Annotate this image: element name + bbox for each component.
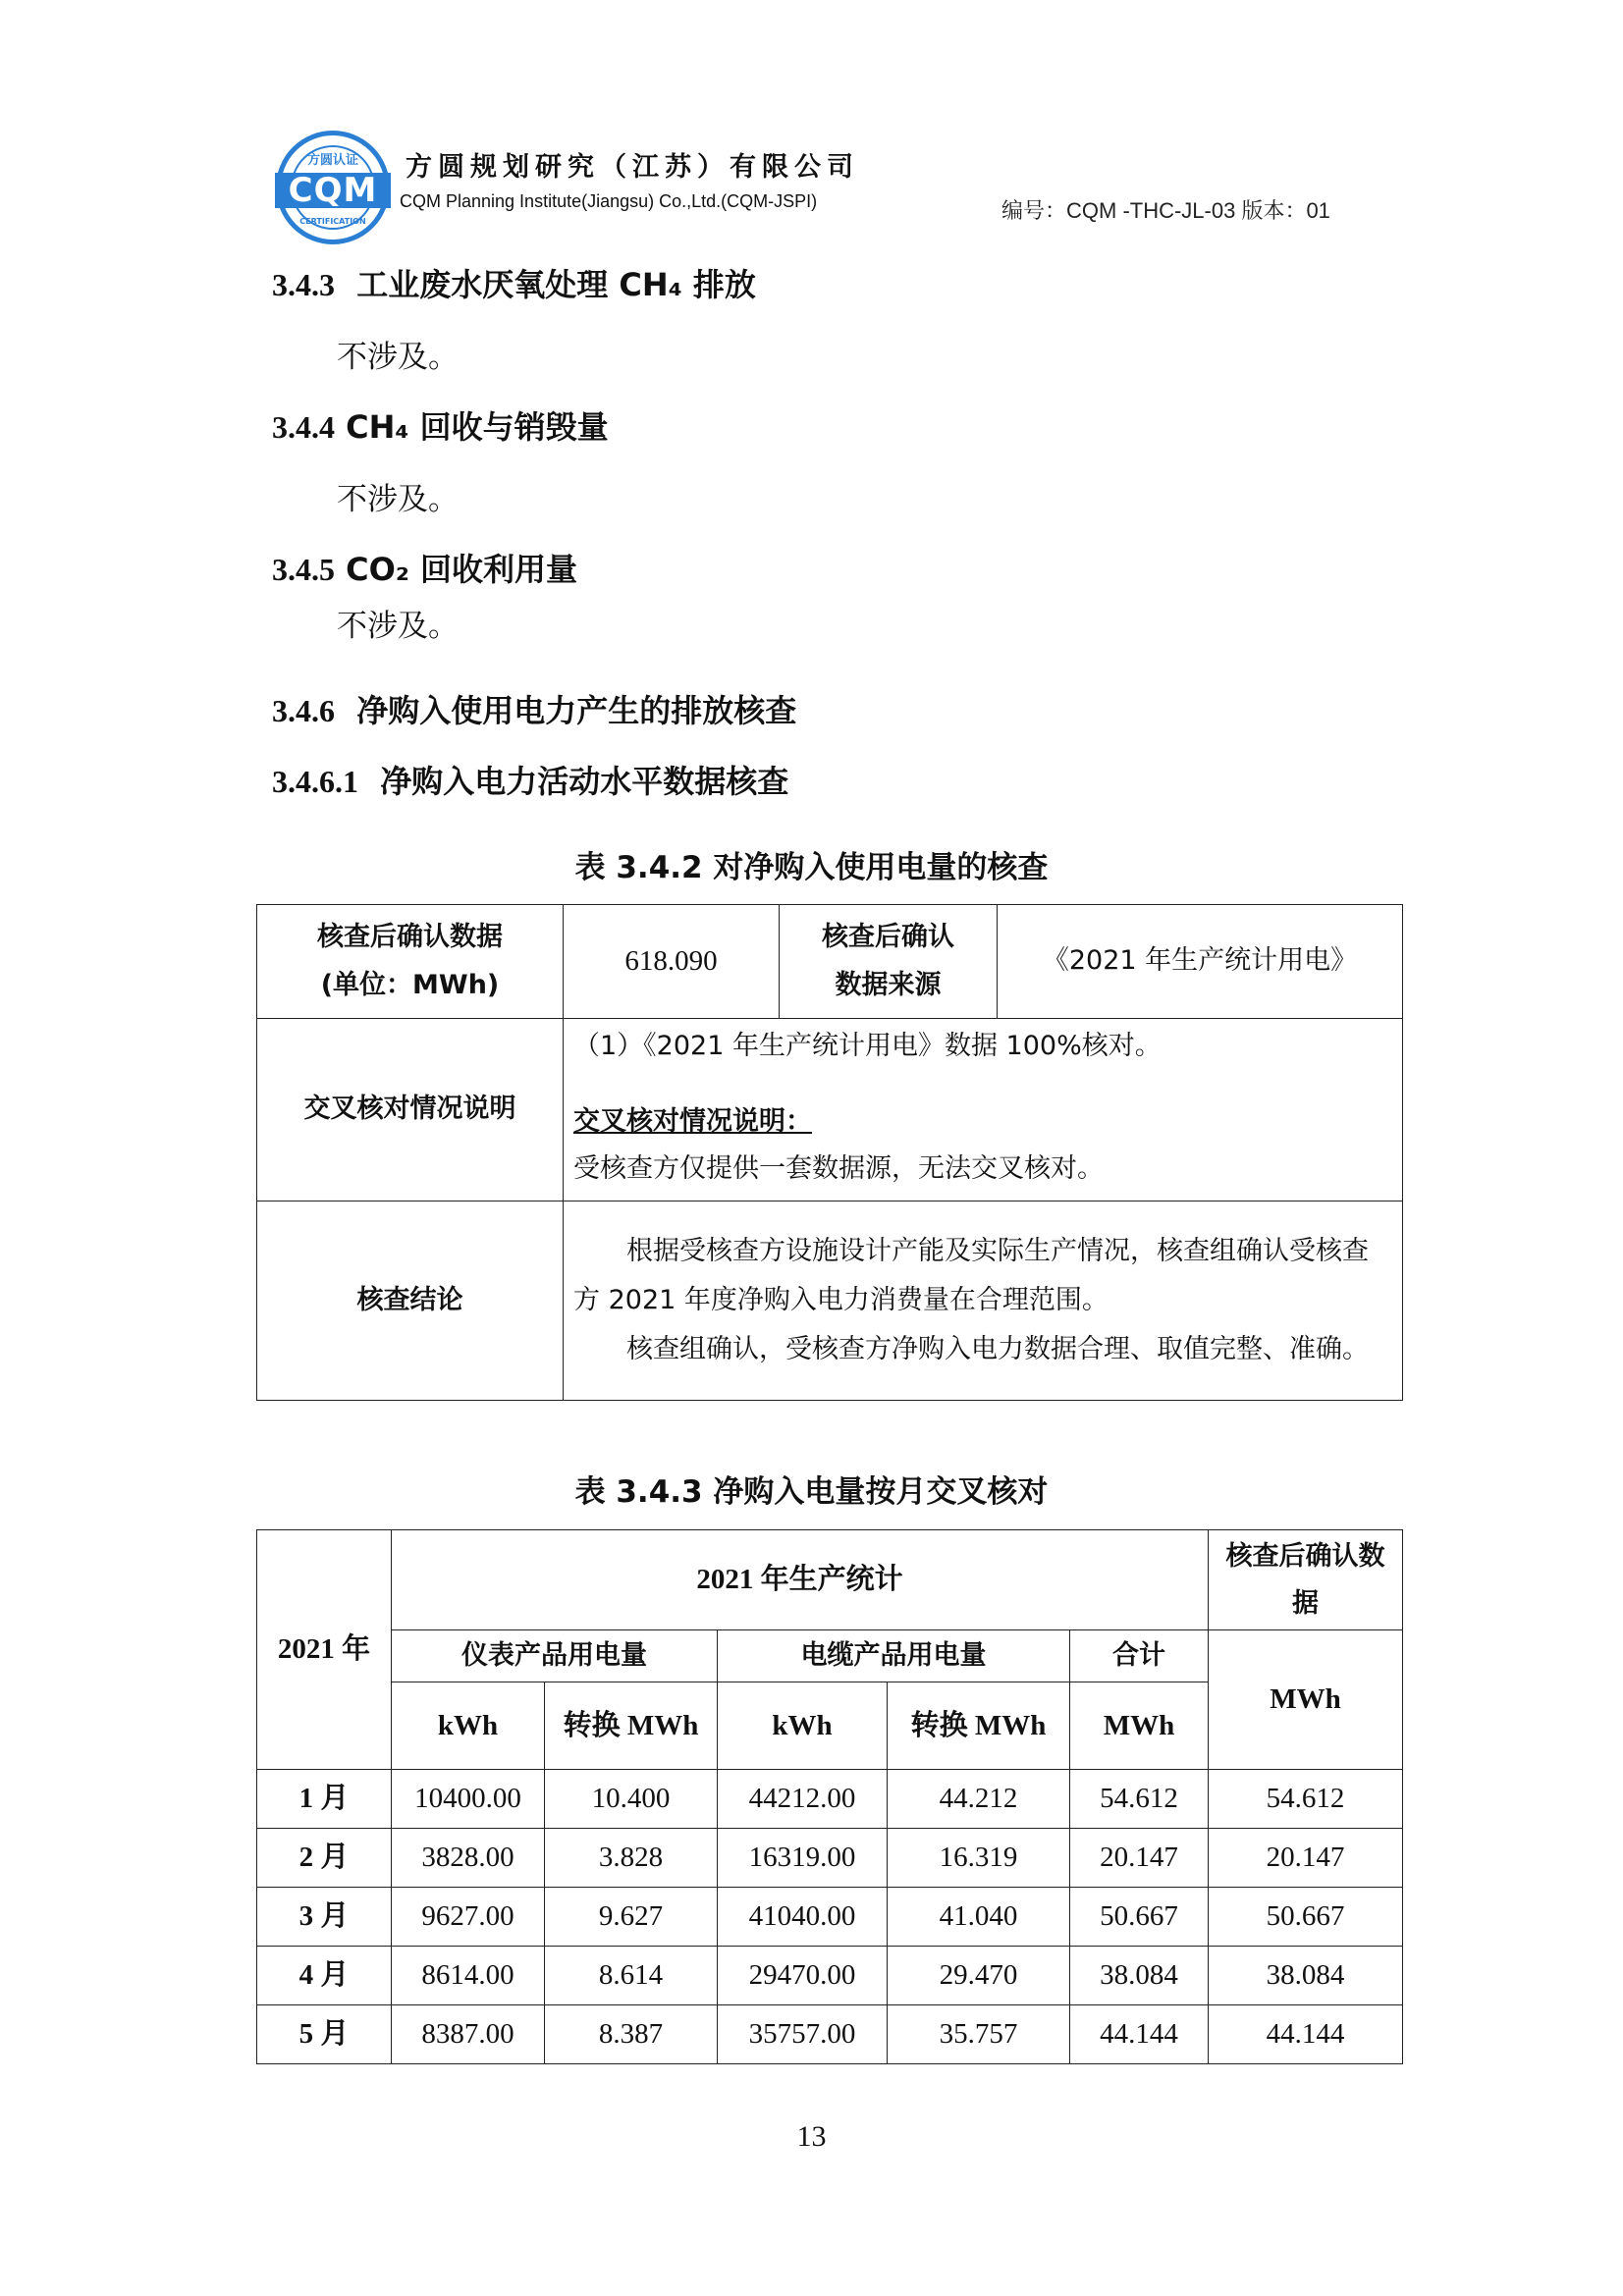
group-header-cable: 电缆产品用电量 xyxy=(718,1630,1070,1682)
logo-main-text: CQM xyxy=(275,173,391,208)
confirmed-data-value: 618.090 xyxy=(564,905,780,1019)
section-heading: 3.4.6.1 净购入电力活动水平数据核查 xyxy=(272,763,789,800)
value-cell: 54.612 xyxy=(1209,1770,1403,1829)
data-source-label: 核查后确认 数据来源 xyxy=(780,905,998,1019)
month-cell: 2 月 xyxy=(257,1829,392,1888)
value-cell: 8614.00 xyxy=(392,1947,545,2005)
value-cell: 29470.00 xyxy=(718,1947,888,2005)
value-cell: 9627.00 xyxy=(392,1888,545,1947)
section-heading: 3.4.4 CH₄ 回收与销毁量 xyxy=(272,408,609,446)
value-cell: 20.147 xyxy=(1070,1829,1209,1888)
value-cell: 38.084 xyxy=(1070,1947,1209,2005)
confirmed-header: 核查后确认数据 xyxy=(1209,1530,1403,1630)
company-name-cn: 方圆规划研究（江苏）有限公司 xyxy=(406,152,859,183)
month-cell: 5 月 xyxy=(257,2005,392,2064)
value-cell: 3828.00 xyxy=(392,1829,545,1888)
value-cell: 3.828 xyxy=(545,1829,718,1888)
sub-header: 转换 MWh xyxy=(545,1682,718,1770)
confirmed-data-label: 核查后确认数据 (单位：MWh) xyxy=(257,905,564,1019)
value-cell: 8.614 xyxy=(545,1947,718,2005)
value-cell: 41040.00 xyxy=(718,1888,888,1947)
value-cell: 8387.00 xyxy=(392,2005,545,2064)
cross-check-content: （1）《2021 年生产统计用电》数据 100%核对。 交叉核对情况说明： 受核查方仅提供一套数据源，无法交叉核对。 xyxy=(564,1019,1403,1201)
table-caption: 表 3.4.3 净购入电量按月交叉核对 xyxy=(574,1474,1049,1510)
data-source-value: 《2021 年生产统计用电》 xyxy=(998,905,1403,1019)
monthly-electricity-table xyxy=(256,1529,1403,2064)
year-header: 2021 年 xyxy=(257,1530,392,1770)
company-logo xyxy=(276,131,390,244)
value-cell: 10.400 xyxy=(545,1770,718,1829)
group-header-instrument: 仪表产品用电量 xyxy=(392,1630,718,1682)
value-cell: 54.612 xyxy=(1070,1770,1209,1829)
section-body: 不涉及。 xyxy=(337,482,459,517)
month-cell: 4 月 xyxy=(257,1947,392,2005)
section-heading: 3.4.3 工业废水厌氧处理 CH₄ 排放 xyxy=(272,266,756,303)
value-cell: 20.147 xyxy=(1209,1829,1403,1888)
section-heading: 3.4.5 CO₂ 回收利用量 xyxy=(272,551,577,588)
value-cell: 44.212 xyxy=(888,1770,1070,1829)
sub-header: kWh xyxy=(392,1682,545,1770)
section-body: 不涉及。 xyxy=(337,340,459,375)
cross-check-label: 交叉核对情况说明 xyxy=(257,1019,564,1201)
value-cell: 50.667 xyxy=(1070,1888,1209,1947)
table-row xyxy=(257,2005,1403,2064)
section-body: 不涉及。 xyxy=(337,609,459,644)
table-row xyxy=(257,1770,1403,1829)
conclusion-label: 核查结论 xyxy=(257,1201,564,1401)
stat-header: 2021 年生产统计 xyxy=(392,1530,1209,1630)
value-cell: 9.627 xyxy=(545,1888,718,1947)
table-row xyxy=(257,1947,1403,2005)
table-row xyxy=(257,1888,1403,1947)
month-cell: 3 月 xyxy=(257,1888,392,1947)
group-header-total: 合计 xyxy=(1070,1630,1209,1682)
value-cell: 44.144 xyxy=(1209,2005,1403,2064)
value-cell: 10400.00 xyxy=(392,1770,545,1829)
value-cell: 44.144 xyxy=(1070,2005,1209,2064)
value-cell: 35.757 xyxy=(888,2005,1070,2064)
month-cell: 1 月 xyxy=(257,1770,392,1829)
electricity-verification-table xyxy=(256,904,1403,1401)
table-caption: 表 3.4.2 对净购入使用电量的核查 xyxy=(574,850,1049,885)
value-cell: 50.667 xyxy=(1209,1888,1403,1947)
page-number: 13 xyxy=(796,2120,827,2153)
value-cell: 16.319 xyxy=(888,1829,1070,1888)
logo-bottom-text: CERTIFICATION xyxy=(299,217,366,226)
sub-header: 转换 MWh xyxy=(888,1682,1070,1770)
value-cell: 41.040 xyxy=(888,1888,1070,1947)
section-heading: 3.4.6 净购入使用电力产生的排放核查 xyxy=(272,692,797,729)
value-cell: 16319.00 xyxy=(718,1829,888,1888)
value-cell: 35757.00 xyxy=(718,2005,888,2064)
value-cell: 8.387 xyxy=(545,2005,718,2064)
value-cell: 29.470 xyxy=(888,1947,1070,2005)
document-number: 编号：CQM -THC-JL-03 版本：01 xyxy=(1001,198,1330,223)
value-cell: 38.084 xyxy=(1209,1947,1403,2005)
value-cell: 44212.00 xyxy=(718,1770,888,1829)
logo-top-text: 方圆认证 xyxy=(306,153,358,168)
conclusion-content: 根据受核查方设施设计产能及实际生产情况，核查组确认受核查方 2021 年度净购入电力消费量在合理范围。 核查组确认，受核查方净购入电力数据合理、取值完整、准确。 xyxy=(564,1201,1403,1401)
sub-header: MWh xyxy=(1070,1682,1209,1770)
sub-header: kWh xyxy=(718,1682,888,1770)
table-row xyxy=(257,1829,1403,1888)
confirmed-unit: MWh xyxy=(1209,1630,1403,1770)
company-name-en: CQM Planning Institute(Jiangsu) Co.,Ltd.(CQM-JSPI) xyxy=(400,191,818,211)
